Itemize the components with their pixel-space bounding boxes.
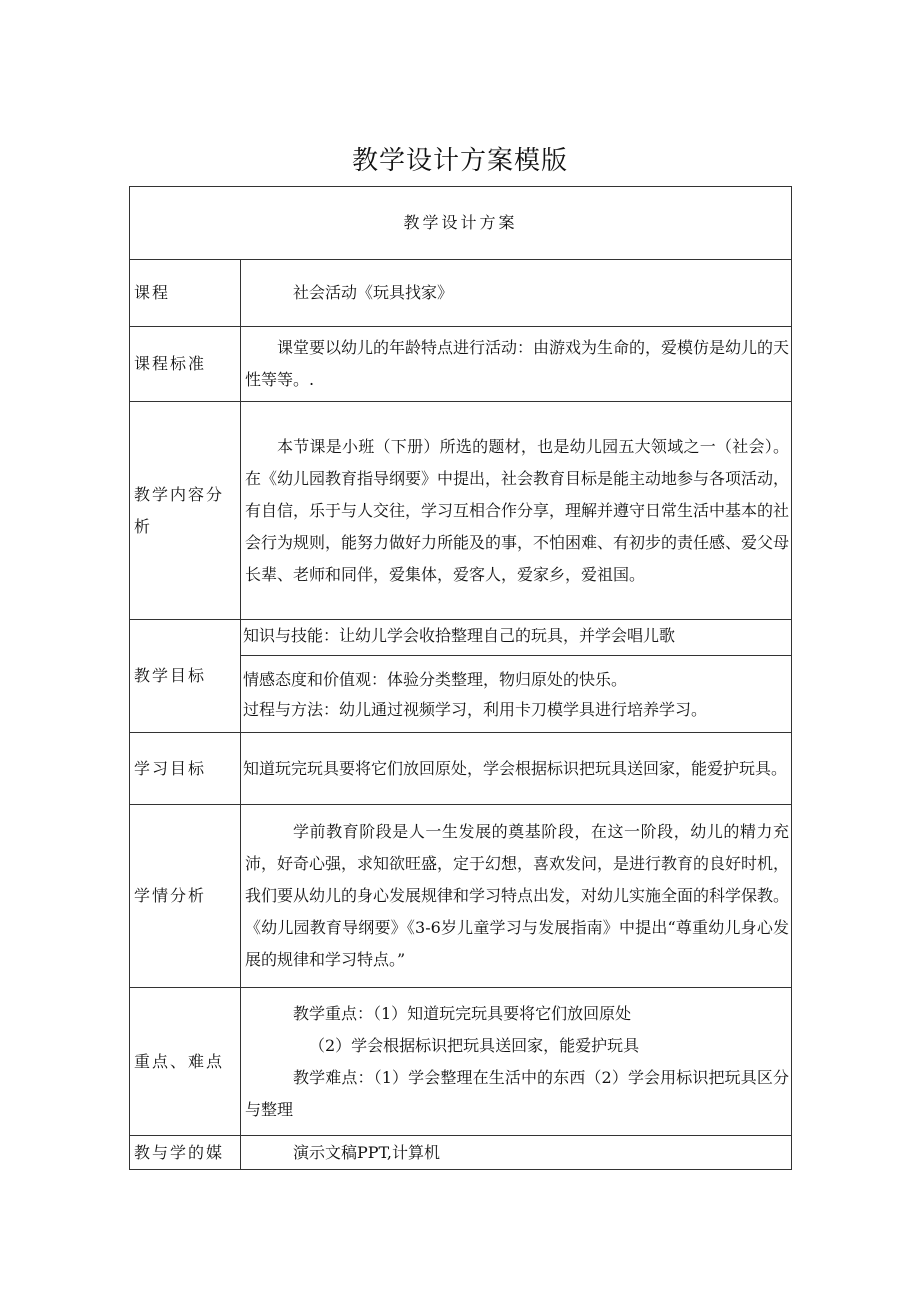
key-line-3: 教学难点：（1）学会整理在生活中的东西（2）学会用标识把玩具区分与整理 <box>245 1067 790 1119</box>
row-goals <box>130 620 792 733</box>
row-key <box>130 988 792 1136</box>
document-title: 教学设计方案模版 <box>351 146 568 176</box>
key-line-1: 教学重点：（1）知道玩完玩具要将它们放回原处 <box>293 1003 632 1023</box>
label-goals: 教学目标 <box>130 620 241 733</box>
row-learning <box>130 733 792 805</box>
value-course: 社会活动《玩具找家》 <box>241 260 792 327</box>
label-media: 教与学的媒 <box>130 1136 241 1170</box>
goals-cell <box>241 620 792 733</box>
row-standard <box>130 327 792 402</box>
goal-knowledge: 知识与技能：让幼儿学会收拾整理自己的玩具，并学会唱儿歌 <box>243 626 676 645</box>
table-header-row <box>130 187 792 260</box>
label-course: 课程 <box>130 260 241 327</box>
value-media: 演示文稿PPT,计算机 <box>241 1136 792 1170</box>
row-content <box>130 402 792 620</box>
row-media <box>130 1136 792 1170</box>
goal-process: 过程与方法：幼儿通过视频学习，利用卡刀模学具进行培养学习。 <box>243 700 708 719</box>
row-course <box>130 260 792 327</box>
lesson-plan-table <box>129 186 792 1170</box>
value-learning: 知道玩完玩具要将它们放回原处，学会根据标识把玩具送回家，能爱护玩具。 <box>241 733 792 805</box>
goal-emotion: 情感态度和价值观：体验分类整理，物归原处的快乐。 <box>241 655 791 694</box>
value-content: 本节课是小班（下册）所选的题材，也是幼儿园五大领域之一（社会）。在《幼儿园教育指导纲要》中提出，社会教育目标是能主动地参与各项活动，有自信，乐于与人交往，学习互相合作分享，理解并遵守日常生活中基本的社会行为规则，能努力做好力所能及的事，不怕困难、有初步的责任感、爱父母长辈、老师和同伴，爱集体，爱客人，爱家乡，爱祖国。 <box>241 402 792 620</box>
value-standard: 课堂要以幼儿的年龄特点进行活动：由游戏为生命的，爱模仿是幼儿的天性等等。. <box>241 327 792 402</box>
table-header: 教学设计方案 <box>130 187 792 260</box>
value-analysis: 学前教育阶段是人一生发展的奠基阶段，在这一阶段，幼儿的精力充沛，好奇心强，求知欲旺盛，定于幻想，喜欢发问，是进行教育的良好时机，我们要从幼儿的身心发展规律和学习特点出发，对幼儿实施全面的科学保教。《幼儿园教育导纲要》《3-6岁儿童学习与发展指南》中提出“尊重幼儿身心发展的规律和学习特点。” <box>241 805 792 988</box>
key-line-2: （2）学会根据标识把玩具送回家，能爱护玩具 <box>309 1035 640 1055</box>
label-analysis: 学情分析 <box>130 805 241 988</box>
label-learning: 学习目标 <box>130 733 241 805</box>
value-key <box>241 988 792 1136</box>
label-standard: 课程标准 <box>130 327 241 402</box>
row-analysis <box>130 805 792 988</box>
label-key: 重点、难点 <box>130 988 241 1136</box>
label-content: 教学内容分析 <box>130 402 241 620</box>
